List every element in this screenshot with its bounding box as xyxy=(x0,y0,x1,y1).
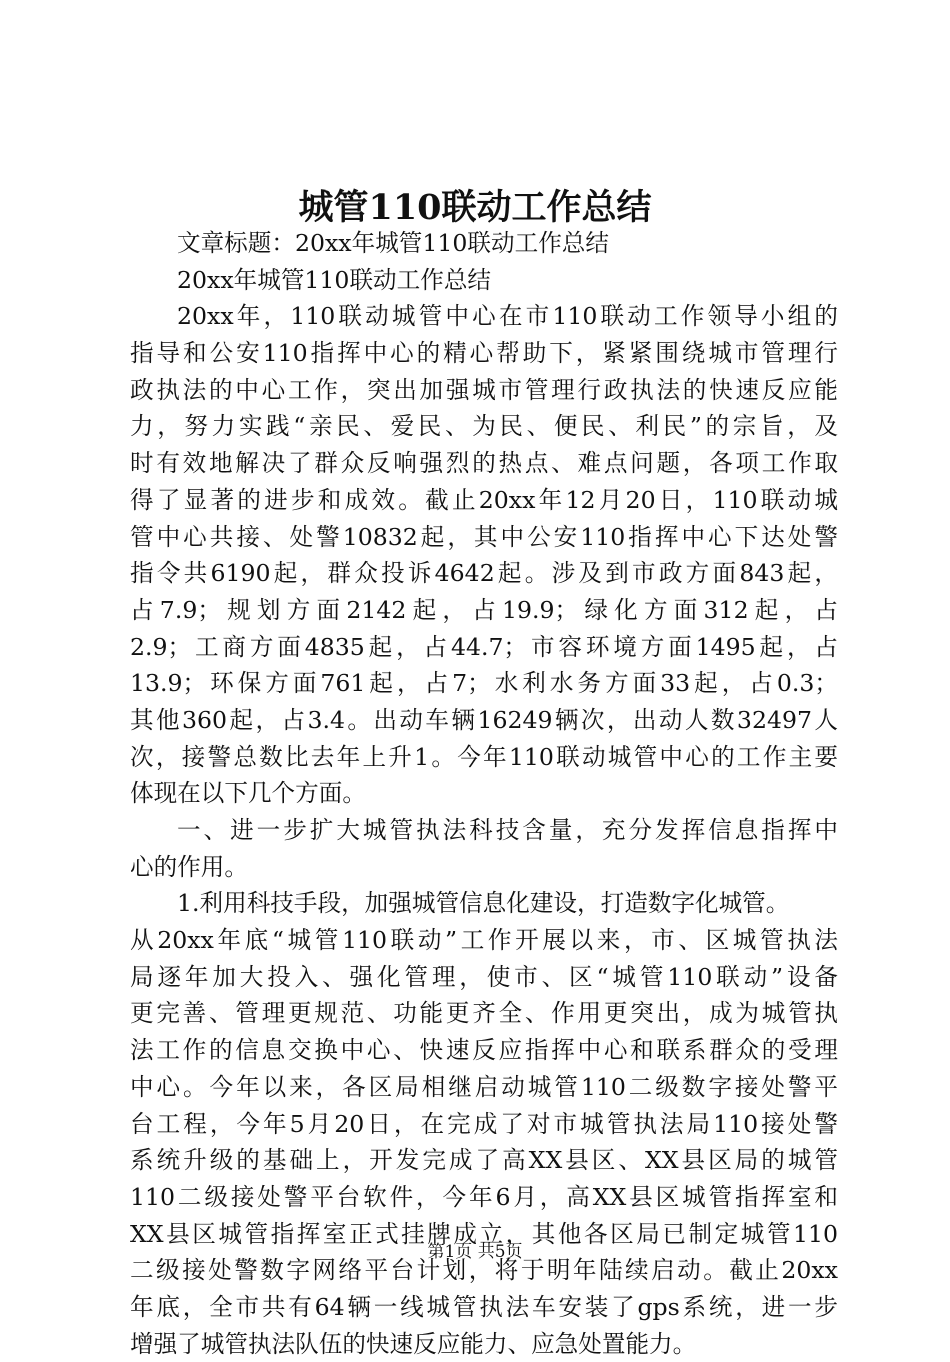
paragraph-line: 110二级接处警平台软件，今年6月，高XX县区城管指挥室和 xyxy=(130,1182,838,1211)
page-footer: 第1页 共5页 xyxy=(427,1242,523,1262)
paragraph-line: 二级接处警数字网络平台计划，将于明年陆续启动。截止20xx xyxy=(130,1256,838,1285)
subtitle-line: 20xx年城管110联动工作总结 xyxy=(177,265,492,294)
paragraph-line: 次，接警总数比去年上升1。今年110联动城管中心的工作主要 xyxy=(130,742,838,771)
section-heading-line: 心的作用。 xyxy=(130,852,248,881)
paragraph-line: 管中心共接、处警10832起，其中公安110指挥中心下达处警 xyxy=(130,522,838,551)
paragraph-line: 20xx年，110联动城管中心在市110联动工作领导小组的 xyxy=(177,302,838,331)
document-title: 城管110联动工作总结 xyxy=(298,187,652,228)
paragraph-line: 其他360起，占3.4。出动车辆16249辆次，出动人数32497人 xyxy=(130,705,838,734)
paragraph-line: 法工作的信息交换中心、快速反应指挥中心和联系群众的受理 xyxy=(130,1036,838,1065)
paragraph-line: 系统升级的基础上，开发完成了高XX县区、XX县区局的城管 xyxy=(130,1146,838,1175)
paragraph-line: 指导和公安110指挥中心的精心帮助下，紧紧围绕城市管理行 xyxy=(130,339,838,368)
paragraph-line: 占7.9；规划方面2142起，占19.9；绿化方面312起，占 xyxy=(130,595,838,624)
document-body xyxy=(130,225,838,1362)
section-heading-line: 一、进一步扩大城管执法科技含量，充分发挥信息指挥中 xyxy=(177,816,838,844)
article-title-line: 文章标题：20xx年城管110联动工作总结 xyxy=(177,229,609,257)
paragraph-line: 中心。今年以来，各区局相继启动城管110二级数字接处警平 xyxy=(130,1072,838,1101)
paragraph-line: 力，努力实践“亲民、爱民、为民、便民、利民”的宗旨，及 xyxy=(130,412,838,441)
paragraph-line: 从20xx年底“城管110联动”工作开展以来，市、区城管执法 xyxy=(130,926,838,955)
paragraph-line: 更完善、管理更规范、功能更齐全、作用更突出，成为城管执 xyxy=(130,999,838,1028)
paragraph-line: 政执法的中心工作，突出加强城市管理行政执法的快速反应能 xyxy=(130,375,838,404)
paragraph-line: 指令共6190起，群众投诉4642起。涉及到市政方面843起， xyxy=(130,559,838,588)
paragraph-line: 增强了城管执法队伍的快速反应能力、应急处置能力。 xyxy=(130,1329,697,1358)
paragraph-line: 2.9；工商方面4835起，占44.7；市容环境方面1495起，占 xyxy=(130,632,838,661)
paragraph-line: 体现在以下几个方面。 xyxy=(130,779,366,808)
paragraph-line: XX县区城管指挥室正式挂牌成立，其他各区局已制定城管110 xyxy=(130,1219,838,1248)
paragraph-line: 得了显著的进步和成效。截止20xx年12月20日，110联动城 xyxy=(130,485,838,514)
paragraph-line: 年底，全市共有64辆一线城管执法车安装了gps系统，进一步 xyxy=(130,1292,838,1321)
paragraph-line: 台工程，今年5月20日，在完成了对市城管执法局110接处警 xyxy=(130,1109,838,1138)
paragraph-line: 时有效地解决了群众反响强烈的热点、难点问题，各项工作取 xyxy=(130,449,838,478)
paragraph-line: 1.利用科技手段，加强城管信息化建设，打造数字化城管。 xyxy=(177,889,790,918)
paragraph-line: 局逐年加大投入、强化管理，使市、区“城管110联动”设备 xyxy=(130,962,838,991)
paragraph-line: 13.9；环保方面761起，占7；水利水务方面33起，占0.3； xyxy=(130,669,838,698)
